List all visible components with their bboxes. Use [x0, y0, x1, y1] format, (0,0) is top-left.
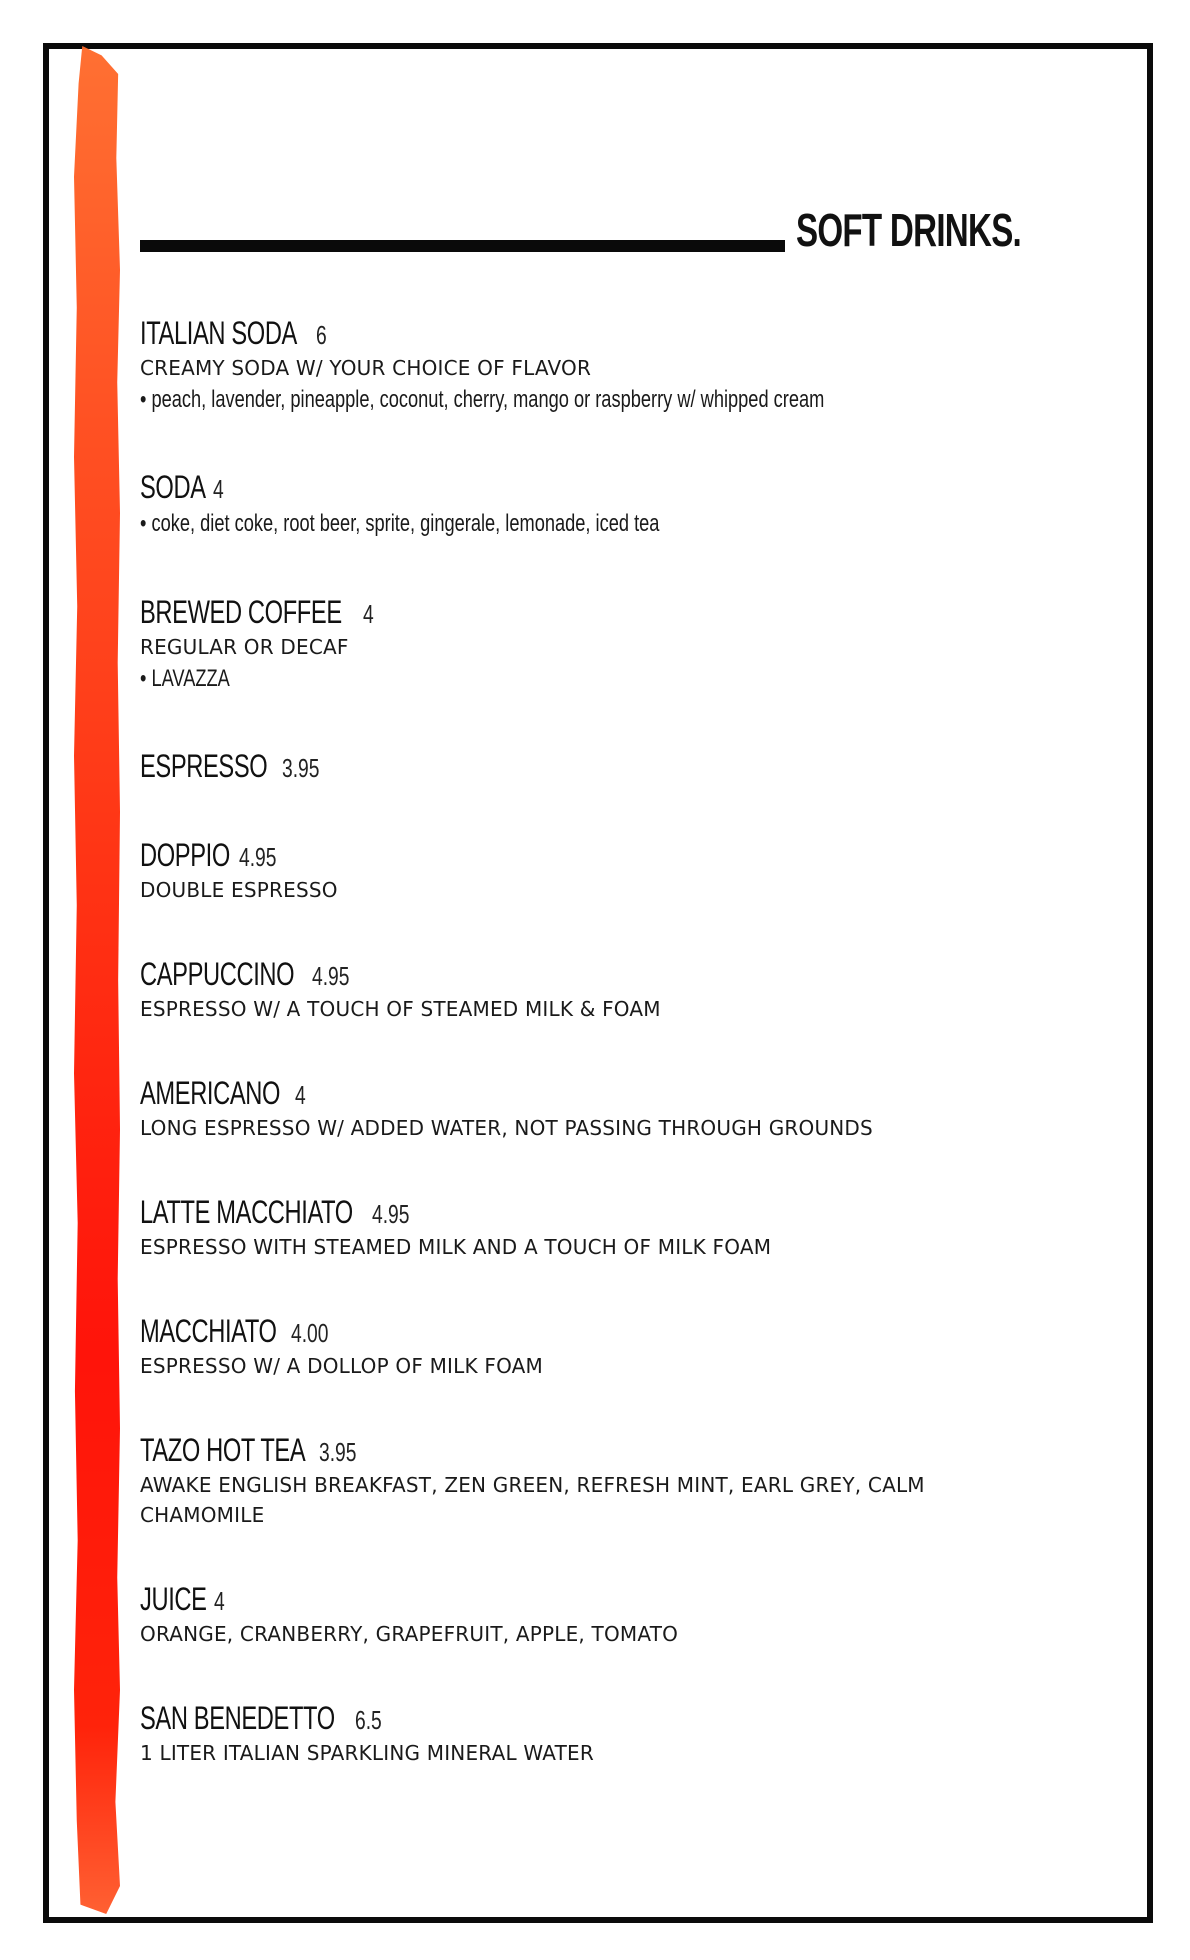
item-note: • LAVAZZA [140, 665, 230, 692]
item-description: CREAMY SODA W/ YOUR CHOICE OF FLAVOR [140, 356, 592, 380]
item-description: ORANGE, CRANBERRY, GRAPEFRUIT, APPLE, TOMATO [140, 1622, 679, 1646]
item-description: DOUBLE ESPRESSO [140, 878, 338, 902]
item-head [140, 835, 1080, 875]
item-description: ESPRESSO W/ A TOUCH OF STEAMED MILK & FOAM [140, 997, 661, 1021]
item-price: 6 [316, 320, 327, 350]
item-name: JUICE [140, 1581, 207, 1617]
item-price: 6.5 [355, 1705, 382, 1735]
item-price: 4 [362, 599, 374, 629]
item-name: ESPRESSO [140, 748, 268, 784]
menu-item-tazo-hot-tea [140, 1430, 1080, 1530]
item-name: CAPPUCCINO [140, 956, 295, 992]
menu-item-italian-soda [140, 313, 1080, 417]
item-description: 1 LITER ITALIAN SPARKLING MINERAL WATER [140, 1741, 594, 1765]
item-price: 4.95 [371, 1199, 410, 1229]
item-price: 4.95 [312, 961, 350, 991]
item-price: 3.95 [282, 753, 320, 783]
item-description: AWAKE ENGLISH BREAKFAST, ZEN GREEN, REFRESH MINT, EARL GREY, CALM CHAMOMILE [140, 1473, 925, 1527]
item-head [140, 1192, 1080, 1232]
menu-item-doppio [140, 835, 1080, 905]
item-price: 3.95 [319, 1437, 357, 1467]
item-head [140, 1698, 1080, 1738]
item-description: LONG ESPRESSO W/ ADDED WATER, NOT PASSING THROUGH GROUNDS [140, 1116, 873, 1140]
item-name: BREWED COFFEE [140, 594, 342, 630]
red-brush-stroke [74, 46, 120, 1914]
item-head [140, 1430, 1080, 1470]
menu-item-latte-macchiato [140, 1192, 1080, 1262]
item-price: 4.95 [239, 842, 277, 872]
menu-item-brewed-coffee [140, 592, 1080, 696]
item-name: DOPPIO [140, 837, 230, 873]
menu-item-macchiato [140, 1311, 1080, 1381]
header-rule [140, 240, 785, 252]
item-price: 4.00 [290, 1318, 328, 1348]
menu-item-cappuccino [140, 954, 1080, 1024]
item-description: REGULAR OR DECAF [140, 635, 349, 659]
item-note: • coke, diet coke, root beer, sprite, gingerale, lemonade, iced tea [140, 510, 660, 537]
menu-item-san-benedetto [140, 1698, 1080, 1768]
item-name: LATTE MACCHIATO [140, 1194, 353, 1230]
item-name: SAN BENEDETTO [140, 1700, 335, 1736]
item-head [140, 1073, 1080, 1113]
item-description: ESPRESSO W/ A DOLLOP OF MILK FOAM [140, 1354, 544, 1378]
item-head [140, 467, 1080, 507]
menu-header [140, 200, 1060, 270]
item-note: • peach, lavender, pineapple, coconut, cherry, mango or raspberry w/ whipped cream [140, 386, 825, 413]
item-head [140, 1579, 1080, 1619]
item-price: 4 [295, 1080, 307, 1110]
menu-item-espresso [140, 746, 1080, 786]
item-price: 4 [212, 474, 224, 504]
menu-item-juice [140, 1579, 1080, 1649]
item-description: ESPRESSO WITH STEAMED MILK AND A TOUCH OF MILK FOAM [140, 1235, 772, 1259]
item-head [140, 592, 1080, 632]
menu-item-soda [140, 467, 1080, 541]
item-head [140, 746, 1080, 786]
page-title: SOFT DRINKS. [796, 204, 1022, 256]
item-head [140, 313, 1080, 353]
item-name: AMERICANO [140, 1075, 281, 1111]
item-name: MACCHIATO [140, 1313, 277, 1349]
menu-item-americano [140, 1073, 1080, 1143]
item-head [140, 954, 1080, 994]
item-price: 4 [213, 1586, 225, 1616]
item-head [140, 1311, 1080, 1351]
item-name: ITALIAN SODA [140, 315, 297, 351]
item-name: SODA [140, 469, 206, 505]
item-name: TAZO HOT TEA [140, 1432, 306, 1468]
